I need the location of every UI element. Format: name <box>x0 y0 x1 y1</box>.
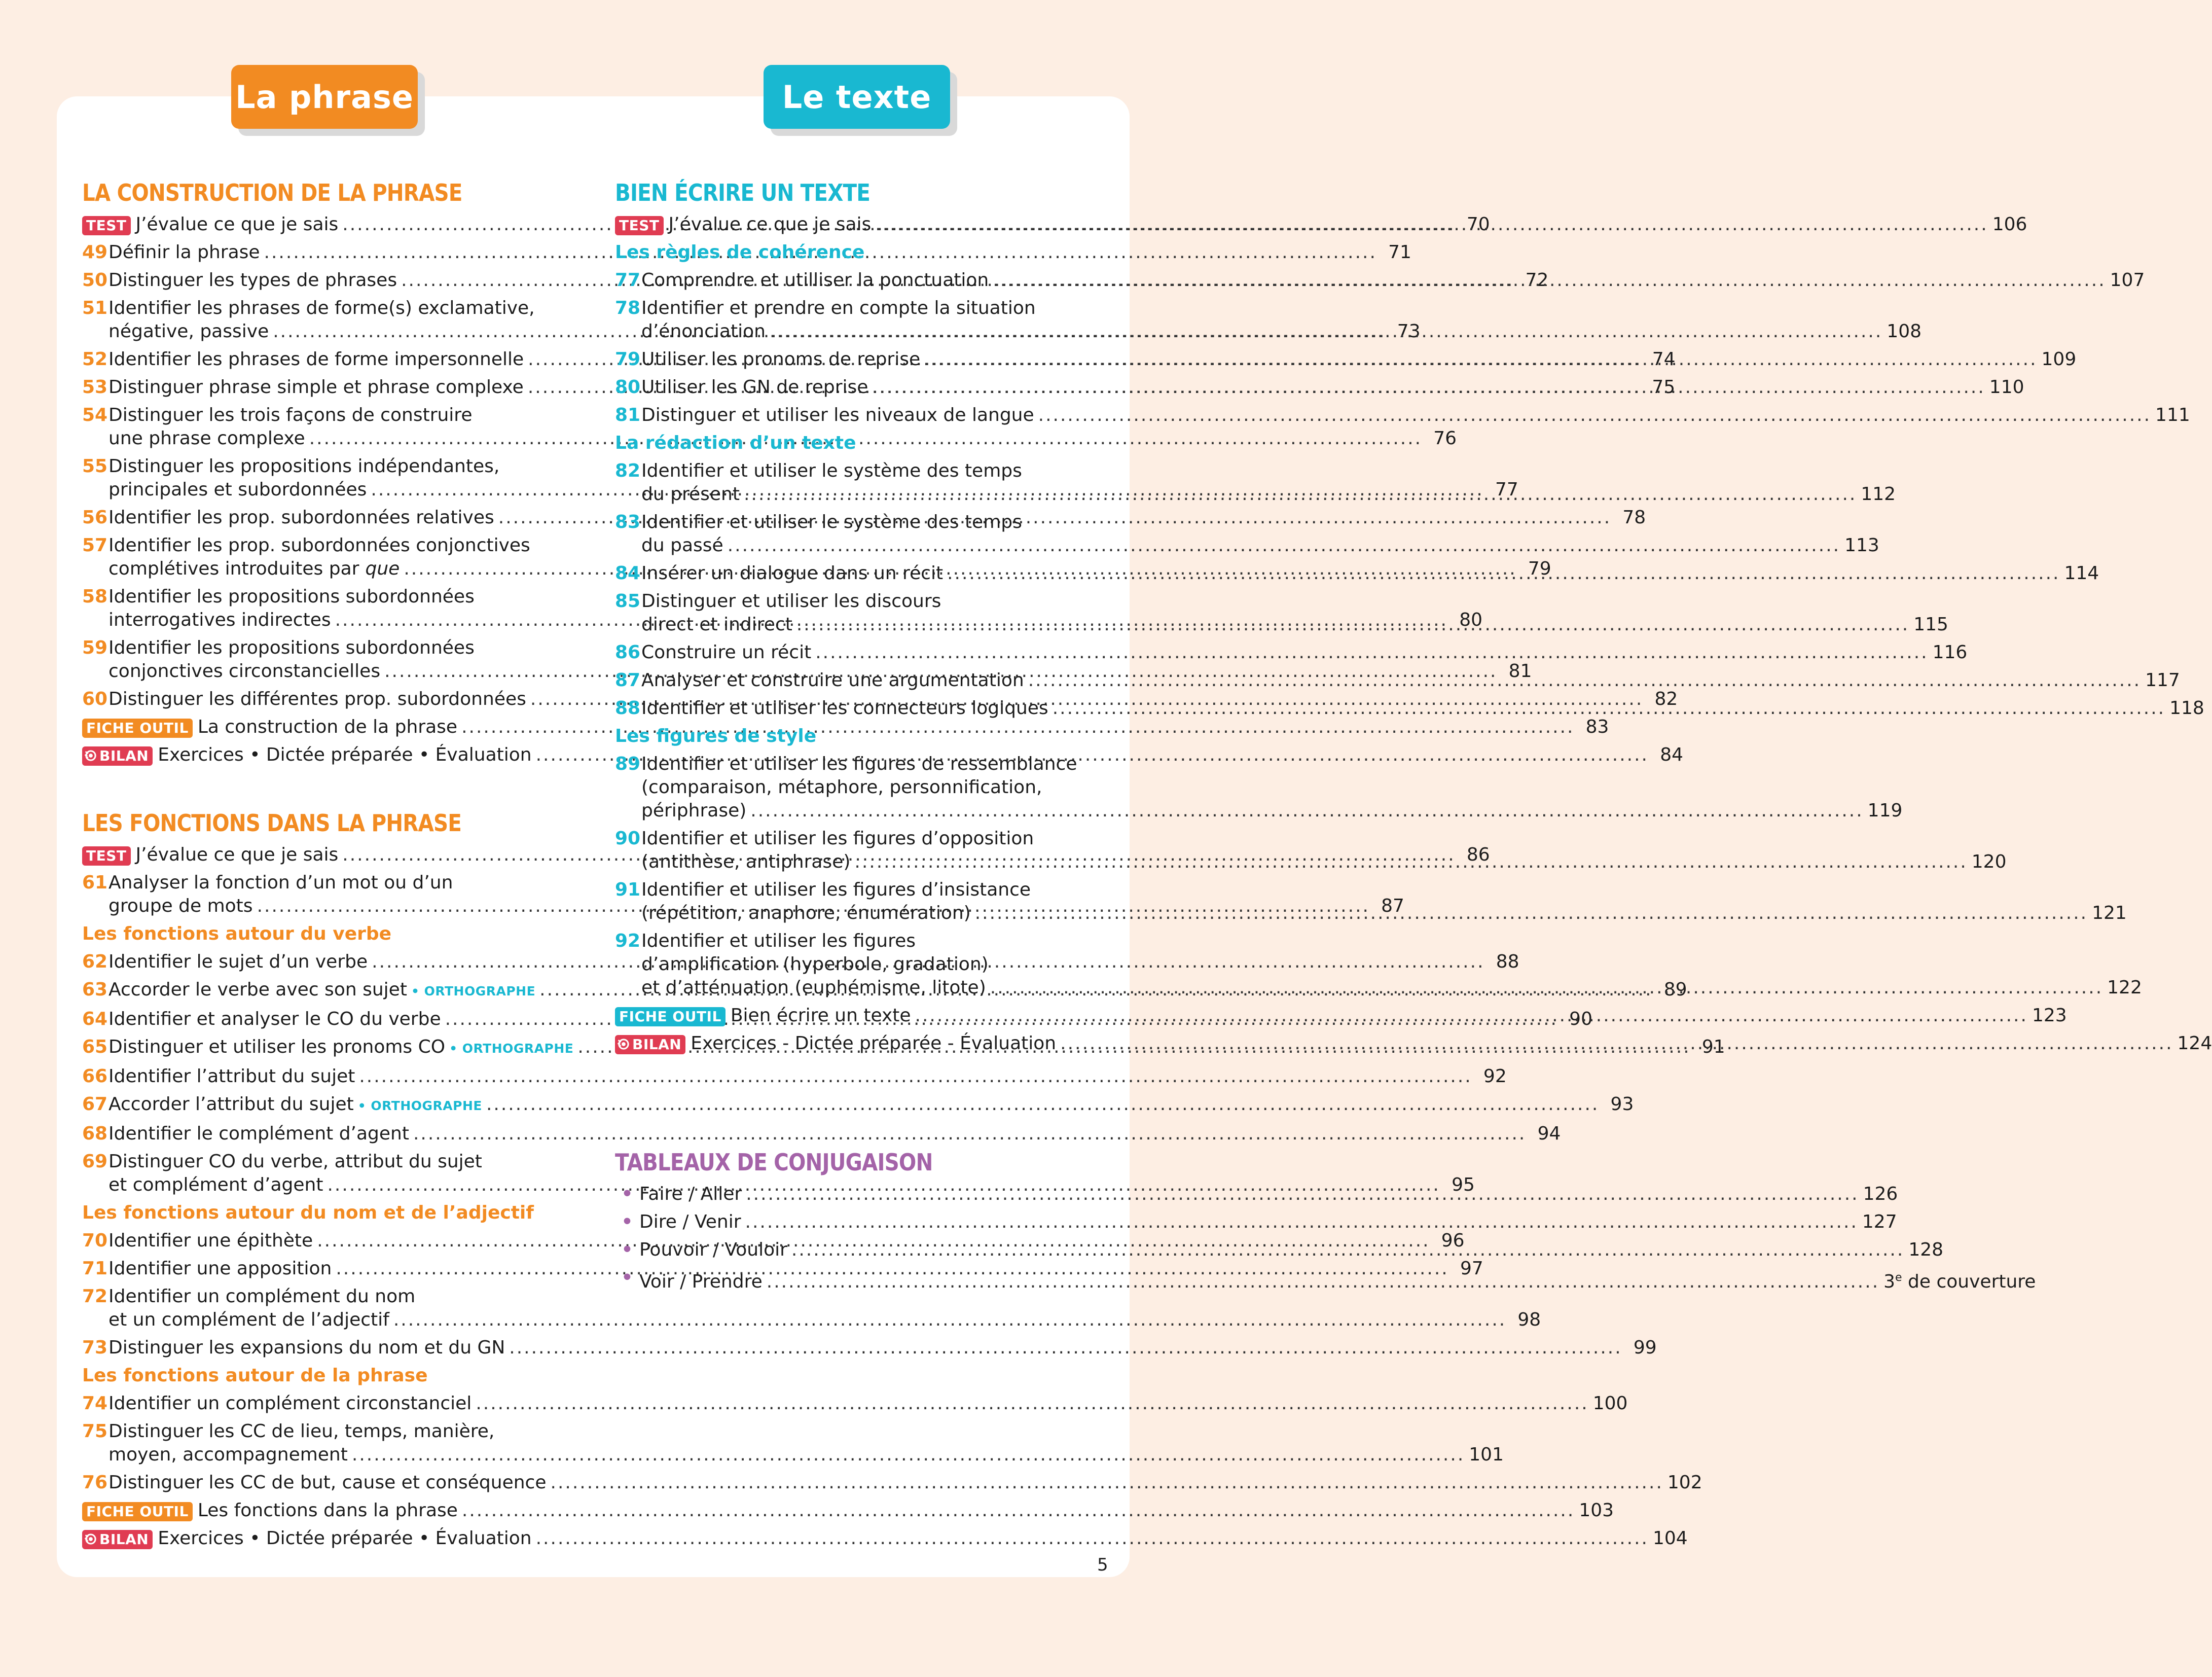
entry-title: La construction de la phrase <box>197 717 458 737</box>
entry-title-cont: (comparaison, métaphore, personnification, <box>641 777 1042 798</box>
entry-title: Identifier et utiliser les connecteurs logiques <box>641 698 1048 719</box>
toc-entry[interactable] <box>82 213 1490 236</box>
orthographe-tag: • ORTHOGRAPHE <box>357 1098 482 1113</box>
entry-title: Identifier les phrases de forme impersonnelle <box>108 349 524 370</box>
toc-entry[interactable] <box>82 1122 1561 1146</box>
page-ref: 77 <box>1495 479 1518 500</box>
page-ref: 110 <box>1989 377 2024 398</box>
entry-title: Identifier et utiliser les figures d’insistance <box>641 879 1031 900</box>
dot-leader <box>947 562 2060 585</box>
section-title: BIEN ÉCRIRE UN TEXTE <box>615 179 871 206</box>
entry-title-cont: et un complément de l’adjectif <box>108 1309 389 1330</box>
toc-list <box>82 1392 1702 1550</box>
bilan-badge <box>615 1035 685 1054</box>
page-ref: 89 <box>1663 979 1687 1000</box>
entry-title-cont: direct et indirect <box>641 614 792 635</box>
toc-entry[interactable] <box>82 1392 1628 1415</box>
entry-title-cont: négative, passive <box>108 321 269 342</box>
page-ref: 126 <box>1863 1184 1898 1204</box>
tab-le-texte[interactable]: Le texte <box>764 65 950 129</box>
subsection-title: Les fonctions autour du nom et de l’adjectif <box>82 1202 534 1223</box>
entry-title: Identifier une apposition <box>108 1258 332 1279</box>
entry-title: Identifier et utiliser le système des temps <box>641 512 1022 532</box>
dot-leader <box>854 850 1967 874</box>
entry-title: Distinguer les types de phrases <box>108 270 397 291</box>
entry-title-cont: d’énonciation <box>641 321 766 342</box>
page-ref: 83 <box>1585 717 1609 737</box>
badge-label: FICHE OUTIL <box>619 1008 721 1025</box>
page-ref: 99 <box>1633 1337 1657 1358</box>
page-ref: 127 <box>1862 1211 1897 1232</box>
entry-number: 56 <box>82 507 108 528</box>
page-ref: 106 <box>1992 214 2027 235</box>
entry-title: Identifier et utiliser le système des temps <box>641 460 1022 481</box>
dot-leader <box>509 1336 1622 1360</box>
entry-number: 87 <box>615 670 641 691</box>
dot-leader <box>744 483 1857 506</box>
entry-title: Identifier et utiliser les figures <box>641 931 916 951</box>
entry-title: Distinguer les propositions indépendantes, <box>108 456 500 477</box>
badge-label: BILAN <box>632 1036 682 1053</box>
entry-number: 61 <box>82 872 108 893</box>
dot-leader <box>791 1238 1904 1262</box>
entry-title: Pouvoir / Vouloir <box>639 1239 787 1260</box>
dot-leader <box>990 976 2103 1000</box>
entry-number: 64 <box>82 1009 108 1029</box>
entry-title: Identifier le sujet d’un verbe <box>108 951 368 972</box>
badge-label: TEST <box>619 217 660 234</box>
page-ref: 112 <box>1861 484 1896 505</box>
entry-number: 50 <box>82 270 108 291</box>
page-ref: 128 <box>1908 1239 1944 1260</box>
page-ref: 92 <box>1483 1066 1507 1087</box>
entry-number: 70 <box>82 1230 108 1251</box>
subsection-title: Les figures de style <box>615 726 817 746</box>
dot-leader <box>924 348 2037 371</box>
entry-title: Insérer un dialogue dans un récit <box>641 563 944 584</box>
toc-entry[interactable] <box>82 1257 1483 1280</box>
entry-title-cont: interrogatives indirectes <box>108 610 331 630</box>
toc-entry[interactable] <box>82 1499 1614 1522</box>
badge-label: TEST <box>86 847 127 864</box>
entry-title: Voir / Prendre <box>639 1271 763 1292</box>
dot-leader <box>1028 669 2141 692</box>
page-ref: 115 <box>1913 614 1948 635</box>
entry-number: 84 <box>615 563 641 584</box>
page-ref: 94 <box>1537 1123 1561 1144</box>
entry-title-cont: et d’atténuation (euphémisme, litote) <box>641 977 986 998</box>
entry-title: Exercices • Dictée préparée • Évaluation <box>158 1528 532 1549</box>
entry-title: Les fonctions dans la phrase <box>197 1500 458 1521</box>
entry-title-cont: du présent <box>641 484 740 505</box>
page-ref: 81 <box>1508 661 1532 682</box>
dot-leader <box>462 1499 1575 1522</box>
toc-entry[interactable] <box>82 1093 1634 1118</box>
entry-number: 72 <box>82 1286 108 1307</box>
dot-leader <box>1060 1032 2173 1055</box>
entry-number: 65 <box>82 1037 108 1057</box>
entry-title-cont: (répétition, anaphore, énumération) <box>641 903 971 923</box>
entry-title: Analyser la fonction d’un mot ou d’un <box>108 872 453 893</box>
dot-leader <box>796 613 1909 636</box>
entry-number: 54 <box>82 405 108 425</box>
entry-title-cont: une phrase complexe <box>108 428 305 449</box>
page-ref-sup: e <box>1895 1271 1902 1284</box>
page-ref: 80 <box>1459 610 1482 630</box>
bullet-icon: • <box>621 1267 633 1288</box>
entry-number: 86 <box>615 642 641 663</box>
entry-title: Identifier les prop. subordonnées conjonctives <box>108 535 530 556</box>
bilan-icon <box>84 1532 97 1546</box>
badge-label: BILAN <box>99 1531 149 1548</box>
page-ref: 95 <box>1452 1174 1475 1195</box>
entry-title: Analyser et construire une argumentation <box>641 670 1024 691</box>
page-ref: 75 <box>1652 377 1676 398</box>
toc-entry[interactable] <box>82 1527 1688 1550</box>
page-ref: 97 <box>1460 1258 1483 1279</box>
dot-leader <box>750 799 1863 823</box>
entry-number: 52 <box>82 349 108 370</box>
entry-title: Utiliser les pronoms de reprise <box>641 349 921 370</box>
entry-title: Distinguer les différentes prop. subordonnées <box>108 689 526 709</box>
entry-title: Exercices • Dictée préparée • Évaluation <box>158 744 532 765</box>
entry-title: Accorder l’attribut du sujet <box>108 1094 354 1115</box>
page-ref: 101 <box>1469 1444 1504 1465</box>
bilan-icon <box>84 749 97 762</box>
subsection-title: Les fonctions autour du verbe <box>82 923 392 944</box>
entry-title: Distinguer et utiliser les niveaux de langue <box>641 405 1034 425</box>
entry-title: Identifier les propositions subordonnées <box>108 637 475 658</box>
page-ref: 93 <box>1610 1094 1634 1115</box>
page-ref: 119 <box>1867 800 1903 821</box>
toc-entry[interactable] <box>82 1471 1702 1494</box>
entry-number: 55 <box>82 456 108 477</box>
entry-title: Identifier et utiliser les figures de ressemblance <box>641 754 1077 774</box>
page-ref: 102 <box>1667 1472 1702 1493</box>
toc-entry[interactable] <box>82 1336 1657 1360</box>
page-ref: 96 <box>1441 1230 1465 1251</box>
entry-number: 71 <box>82 1258 108 1279</box>
dot-leader <box>1053 697 2165 720</box>
entry-number: 67 <box>82 1094 108 1115</box>
bullet-icon: • <box>621 1184 633 1204</box>
page-ref: 76 <box>1433 428 1457 449</box>
dot-leader <box>393 1308 1506 1332</box>
entry-number: 60 <box>82 689 108 709</box>
conjugation-entry[interactable] <box>615 1210 1897 1234</box>
entry-title: Construire un récit <box>641 642 812 663</box>
entry-number: 49 <box>82 242 108 263</box>
entry-title: Distinguer les CC de but, cause et conséquence <box>108 1472 547 1493</box>
dot-leader <box>536 1527 1649 1550</box>
entry-title: Identifier et utiliser les figures d’opposition <box>641 828 1034 849</box>
bullet-icon: • <box>621 1239 633 1260</box>
page-ref-part: 3 <box>1883 1271 1896 1292</box>
page-ref: 71 <box>1388 242 1411 263</box>
entry-title-italic: que <box>365 558 400 579</box>
entry-number: 76 <box>82 1472 108 1493</box>
page-ref: 74 <box>1652 349 1676 370</box>
entry-number: 82 <box>615 460 641 481</box>
entry-number: 75 <box>82 1421 108 1442</box>
entry-number: 81 <box>615 405 641 425</box>
page-ref: 118 <box>2169 698 2204 719</box>
page-ref: 78 <box>1622 507 1646 528</box>
dot-leader <box>815 641 1928 664</box>
entry-title: Distinguer et utiliser les discours <box>641 591 941 612</box>
entry-title: J’évalue ce que je sais <box>135 214 339 235</box>
entry-title-cont: et complément d’agent <box>108 1174 323 1195</box>
toc-entry[interactable] <box>82 1420 1504 1467</box>
entry-title: Faire / Aller <box>639 1184 742 1204</box>
entry-title-cont: (antithèse, antiphrase) <box>641 851 851 872</box>
page-ref-part: de couverture <box>1902 1271 2036 1292</box>
entry-number: 59 <box>82 637 108 658</box>
section-title: LES FONCTIONS DANS LA PHRASE <box>82 809 462 837</box>
dot-leader <box>1038 404 2151 427</box>
badge-label: BILAN <box>99 747 149 764</box>
dot-leader <box>486 1093 1599 1116</box>
page-ref: 73 <box>1397 321 1421 342</box>
entry-title: Identifier les phrases de forme(s) exclamative, <box>108 298 535 318</box>
page-ref: 91 <box>1701 1037 1725 1057</box>
entry-title-cont: groupe de mots <box>108 896 253 916</box>
entry-title: Bien écrire un texte <box>730 1005 911 1026</box>
subsection-title: Les règles de cohérence <box>615 242 865 263</box>
dot-leader <box>875 213 1988 236</box>
test-badge <box>615 216 664 235</box>
entry-title-cont: conjonctives circonstancielles <box>108 661 381 682</box>
entry-number: 90 <box>615 828 641 849</box>
toc-entry[interactable] <box>82 1065 1507 1088</box>
entry-title: Distinguer les expansions du nom et du GN <box>108 1337 505 1358</box>
entry-title: Dire / Venir <box>639 1211 741 1232</box>
page-ref: 72 <box>1525 270 1549 291</box>
entry-title-cont: principales et subordonnées <box>108 479 367 500</box>
page-ref: 103 <box>1579 1500 1614 1521</box>
entry-number: 77 <box>615 270 641 291</box>
page-ref: 116 <box>1932 642 1968 663</box>
entry-title-cont: complétives introduites par <box>108 558 359 579</box>
page-ref: 117 <box>2145 670 2180 691</box>
entry-number: 79 <box>615 349 641 370</box>
bilan-badge <box>82 746 153 766</box>
section-title: TABLEAUX DE CONJUGAISON <box>615 1149 933 1176</box>
entry-title: Distinguer phrase simple et phrase complexe <box>108 377 524 398</box>
entry-number: 58 <box>82 586 108 607</box>
dot-leader <box>551 1471 1663 1494</box>
entry-number: 92 <box>615 931 641 951</box>
entry-number: 74 <box>82 1393 108 1414</box>
page-ref: 86 <box>1466 844 1490 865</box>
entry-number: 68 <box>82 1123 108 1144</box>
orthographe-tag: • ORTHOGRAPHE <box>449 1041 574 1056</box>
dot-leader <box>728 534 1840 557</box>
entry-title: J’évalue ce que je sais <box>135 844 339 865</box>
page-ref: 107 <box>2110 270 2145 291</box>
entry-title: Accorder le verbe avec son sujet <box>108 979 407 1000</box>
entry-title: J’évalue ce que je sais <box>668 214 872 235</box>
entry-title: Exercices - Dictée préparée - Évaluation <box>691 1033 1057 1054</box>
dot-leader <box>770 320 1882 343</box>
section-title: LA CONSTRUCTION DE LA PHRASE <box>82 179 462 206</box>
page-ref: 124 <box>2177 1033 2212 1054</box>
entry-number: 57 <box>82 535 108 556</box>
test-badge <box>82 846 131 866</box>
toc-entry[interactable] <box>615 404 2190 427</box>
page-ref: 88 <box>1496 951 1519 972</box>
entry-number: 91 <box>615 879 641 900</box>
entry-number: 80 <box>615 377 641 398</box>
bilan-icon <box>617 1038 630 1051</box>
orthographe-tag: • ORTHOGRAPHE <box>411 984 536 998</box>
dot-leader <box>352 1443 1465 1467</box>
page-ref: 100 <box>1592 1393 1628 1414</box>
page-ref: 104 <box>1653 1528 1688 1549</box>
entry-title: Distinguer CO du verbe, attribut du sujet <box>108 1151 482 1172</box>
entry-number: 53 <box>82 377 108 398</box>
page-ref: 79 <box>1528 558 1551 579</box>
badge-label: FICHE OUTIL <box>86 720 189 736</box>
test-badge <box>82 216 131 235</box>
page-ref: 113 <box>1844 535 1879 556</box>
page-ref: 111 <box>2155 405 2190 425</box>
entry-title: Identifier l’attribut du sujet <box>108 1066 355 1087</box>
bullet-icon: • <box>621 1211 633 1232</box>
entry-number: 51 <box>82 298 108 318</box>
fiche-outil-badge <box>82 719 193 738</box>
entry-title: Identifier une épithète <box>108 1230 313 1251</box>
entry-title: Comprendre et utilliser la ponctuation <box>641 270 989 291</box>
page-ref: 121 <box>2092 903 2127 923</box>
dot-leader <box>993 269 2106 292</box>
entry-number: 78 <box>615 298 641 318</box>
entry-title: Distinguer et utiliser les pronoms CO <box>108 1037 446 1057</box>
subsection-title: Les fonctions autour de la phrase <box>82 1365 428 1386</box>
entry-number: 69 <box>82 1151 108 1172</box>
subsection-title: La rédaction d’un texte <box>615 433 856 453</box>
page-ref: 122 <box>2107 977 2142 998</box>
page-ref: 109 <box>2041 349 2077 370</box>
badge-label: TEST <box>86 217 127 234</box>
entry-title-cont: moyen, accompagnement <box>108 1444 348 1465</box>
dot-leader <box>915 1004 2028 1027</box>
fiche-outil-badge <box>82 1502 193 1521</box>
page-ref: 108 <box>1887 321 1922 342</box>
badge-label: FICHE OUTIL <box>86 1503 189 1520</box>
toc-entry[interactable] <box>82 1285 1541 1332</box>
page-ref: 70 <box>1466 214 1490 235</box>
page-ref: 87 <box>1381 896 1404 916</box>
entry-number: 62 <box>82 951 108 972</box>
page-ref <box>1883 1266 2036 1294</box>
entry-title: Utiliser les GN de reprise <box>641 377 868 398</box>
bilan-badge <box>82 1530 153 1549</box>
page-ref: 120 <box>1971 851 2007 872</box>
entry-title: Identifier et prendre en compte la situation <box>641 298 1036 318</box>
page-number: 5 <box>1097 1555 1108 1575</box>
dot-leader <box>476 1392 1588 1415</box>
entry-title: Définir la phrase <box>108 242 260 263</box>
page-ref: 123 <box>2032 1005 2067 1026</box>
entry-number: 73 <box>82 1337 108 1358</box>
entry-title: Distinguer les CC de lieu, temps, manière, <box>108 1421 495 1442</box>
dot-leader <box>872 376 1985 399</box>
entry-title: Identifier les propositions subordonnées <box>108 586 475 607</box>
entry-title-cont: d’amplification (hyperbole, gradation) <box>641 954 989 975</box>
entry-title: Identifier un complément du nom <box>108 1286 416 1307</box>
entry-title: Distinguer les trois façons de construire <box>108 405 473 425</box>
page-ref: 98 <box>1517 1309 1541 1330</box>
dot-leader <box>767 1270 1879 1294</box>
fiche-outil-badge <box>615 1007 726 1026</box>
entry-number: 85 <box>615 591 641 612</box>
entry-title: Identifier le complément d’agent <box>108 1123 409 1144</box>
tab-la-phrase[interactable]: La phrase <box>231 65 418 129</box>
page-ref: 114 <box>2064 563 2099 584</box>
page-ref: 90 <box>1569 1009 1592 1029</box>
entry-number: 89 <box>615 754 641 774</box>
entry-title: Identifier et analyser le CO du verbe <box>108 1009 441 1029</box>
entry-title-cont: du passé <box>641 535 723 556</box>
entry-number: 63 <box>82 979 108 1000</box>
entry-number: 88 <box>615 698 641 719</box>
dot-leader <box>745 1210 1858 1234</box>
toc-entry[interactable] <box>615 641 1968 664</box>
entry-title-cont: périphrase) <box>641 800 747 821</box>
dot-leader <box>359 1065 1472 1088</box>
page-ref: 84 <box>1660 744 1683 765</box>
entry-title: Identifier un complément circonstanciel <box>108 1393 472 1414</box>
entry-number: 66 <box>82 1066 108 1087</box>
page-ref: 82 <box>1654 689 1678 709</box>
entry-title: Identifier les prop. subordonnées relatives <box>108 507 494 528</box>
dot-leader <box>746 1183 1859 1206</box>
entry-number: 83 <box>615 512 641 532</box>
dot-leader <box>975 902 2088 925</box>
